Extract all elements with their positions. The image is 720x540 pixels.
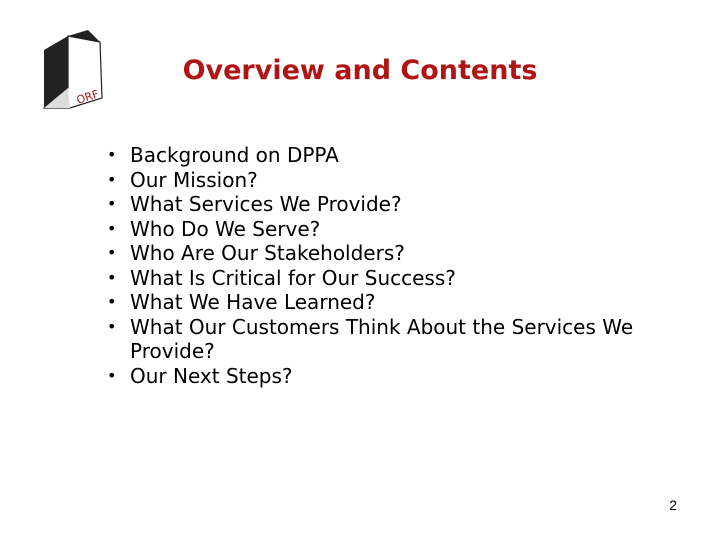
house-logo-icon [40,28,112,116]
bullet-item: • What Services We Provide? [107,192,402,216]
bullet-dot-icon: • [107,145,117,164]
bullet-item: • Background on DPPA [107,143,339,167]
bullet-item: • What Our Customers Think About the Services We Provide? [107,314,634,363]
slide-title: Overview and Contents [182,55,538,86]
bullet-dot-icon: • [107,243,117,262]
logo-text: ORF [74,87,101,107]
bullet-dot-icon: • [107,316,117,336]
logo [40,28,112,116]
bullet-item: • Who Do We Serve? [107,216,321,241]
bullet-item: • Who Are Our Stakeholders? [107,241,405,265]
bullet-list [104,143,704,388]
bullet-item: • What We Have Learned? [107,290,376,314]
bullet-dot-icon: • [107,267,117,287]
bullet-item: • Our Mission? [107,167,258,192]
bullet-item: • Our Next Steps? [107,363,293,388]
bullet-dot-icon: • [107,292,117,311]
bullet-item: • What Is Critical for Our Success? [107,265,456,290]
bullet-dot-icon: • [107,218,117,238]
page-number: 2 [669,497,677,513]
bullet-dot-icon: • [107,169,117,189]
bullet-dot-icon: • [107,365,117,385]
bullet-dot-icon: • [107,194,117,213]
